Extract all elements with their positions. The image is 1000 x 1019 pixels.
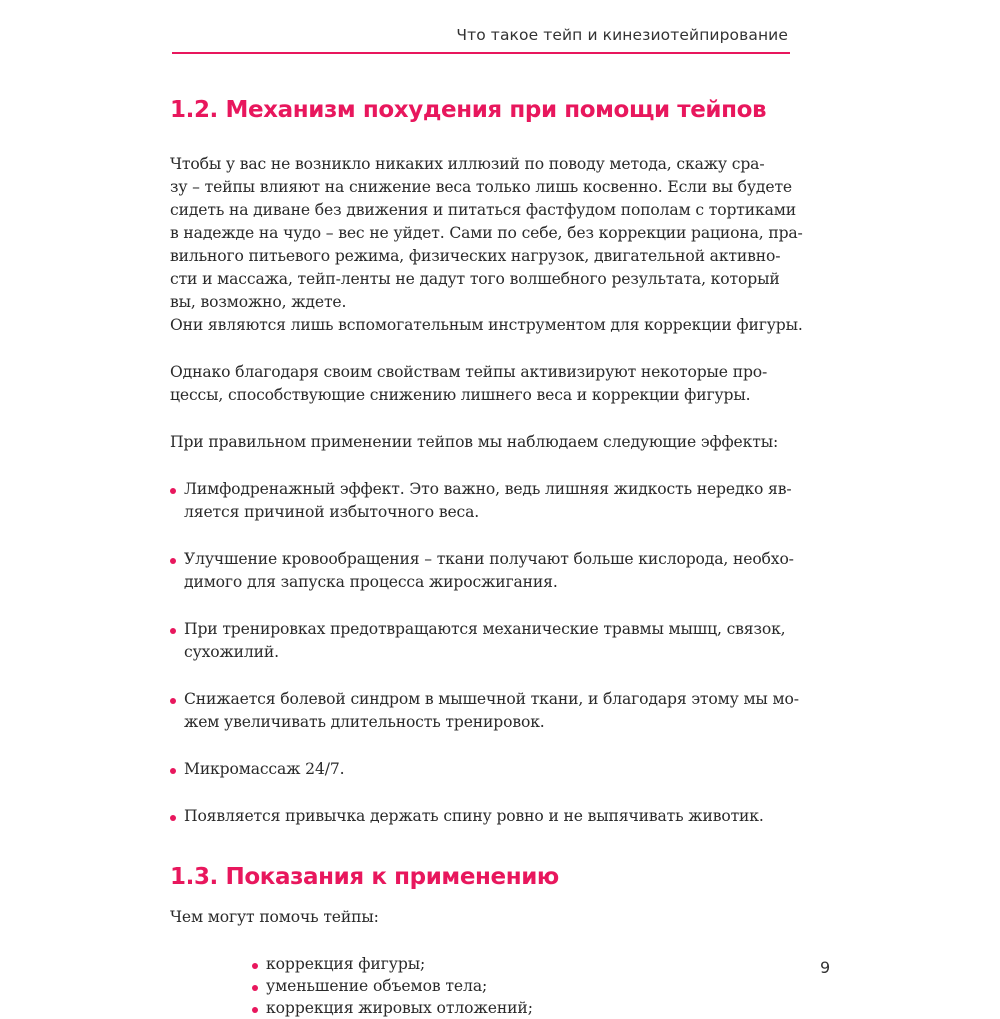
- bullet-dot-icon: [170, 558, 176, 564]
- bullet-dot-icon: [170, 815, 176, 821]
- list-item-line: жем увеличивать длительность тренировок.: [184, 713, 545, 731]
- bullet-dot-icon: [252, 985, 258, 991]
- bullet-dot-icon: [252, 963, 258, 969]
- list-item-line: Лимфодренажный эффект. Это важно, ведь лишняя жидкость нередко яв-: [184, 480, 792, 498]
- list-item-line: ляется причиной избыточного веса.: [184, 503, 480, 521]
- paragraph-line: При правильном применении тейпов мы наблюдаем следующие эффекты:: [170, 433, 779, 451]
- bullet-dot-icon: [170, 768, 176, 774]
- paragraph-spacer: [170, 407, 810, 431]
- list-item-line: сухожилий.: [184, 643, 279, 661]
- page-number: 9: [820, 958, 831, 977]
- list-item-line: Снижается болевой синдром в мышечной ткани, и благодаря этому мы мо-: [184, 690, 799, 708]
- list-item-line: Появляется привычка держать спину ровно и не выпячивать животик.: [184, 807, 764, 825]
- list-item-line: Микромассаж 24/7.: [184, 760, 345, 778]
- paragraph-line: зу – тейпы влияют на снижение веса только лишь косвенно. Если вы будете: [170, 178, 793, 196]
- section-1-2-heading: 1.2. Механизм похудения при помощи тейпов: [170, 97, 767, 123]
- section-1-2-intro-paragraph: [170, 153, 810, 337]
- section-1-3-heading: 1.3. Показания к применению: [170, 864, 559, 890]
- list-item: [170, 805, 810, 828]
- list-item-line: Улучшение кровообращения – ткани получают больше кислорода, необхо-: [184, 550, 794, 568]
- page-content: [170, 95, 810, 1019]
- paragraph-line: сти и массажа, тейп-ленты не дадут того волшебного результата, который: [170, 270, 780, 288]
- running-header-title: Что такое тейп и кинезиотейпирование: [456, 26, 788, 44]
- paragraph-line: Однако благодаря своим свойствам тейпы активизируют некоторые про-: [170, 363, 768, 381]
- list-item: [170, 548, 810, 594]
- section-1-3-intro: [170, 906, 810, 929]
- paragraph-spacer: [170, 337, 810, 361]
- section-1-2-second-paragraph: [170, 361, 810, 407]
- paragraph-line: вы, возможно, ждете.: [170, 293, 347, 311]
- bullet-dot-icon: [170, 628, 176, 634]
- list-item-line: димого для запуска процесса жиросжигания.: [184, 573, 558, 591]
- list-item: [170, 758, 810, 781]
- indications-list: [252, 953, 810, 1019]
- paragraph-line: в надежде на чудо – вес не уйдет. Сами по себе, без коррекции рациона, пра-: [170, 224, 803, 242]
- paragraph-line: сидеть на диване без движения и питаться фастфудом пополам с тортиками: [170, 201, 796, 219]
- bullet-dot-icon: [170, 488, 176, 494]
- paragraph-line: Чем могут помочь тейпы:: [170, 908, 379, 926]
- list-item-line: При тренировках предотвращаются механические травмы мышц, связок,: [184, 620, 786, 638]
- paragraph-line: Они являются лишь вспомогательным инструментом для коррекции фигуры.: [170, 316, 803, 334]
- list-item: [170, 478, 810, 524]
- list-item-text: коррекция фигуры;: [266, 955, 426, 973]
- paragraph-line: цессы, способствующие снижению лишнего веса и коррекции фигуры.: [170, 386, 751, 404]
- list-item: [170, 618, 810, 664]
- effects-list: [170, 478, 810, 828]
- bullet-dot-icon: [170, 698, 176, 704]
- list-item: [252, 953, 810, 975]
- effects-intro-paragraph: [170, 431, 810, 454]
- list-item: [170, 688, 810, 734]
- list-item-text: уменьшение объемов тела;: [266, 977, 488, 995]
- paragraph-line: вильного питьевого режима, физических нагрузок, двигательной активно-: [170, 247, 781, 265]
- paragraph-line: Чтобы у вас не возникло никаких иллюзий по поводу метода, скажу сра-: [170, 155, 765, 173]
- bullet-dot-icon: [252, 1007, 258, 1013]
- list-item-text: коррекция жировых отложений;: [266, 999, 533, 1017]
- list-item: [252, 975, 810, 997]
- paragraph-spacer: [170, 454, 810, 478]
- header-divider: [172, 52, 790, 54]
- list-item: [252, 997, 810, 1019]
